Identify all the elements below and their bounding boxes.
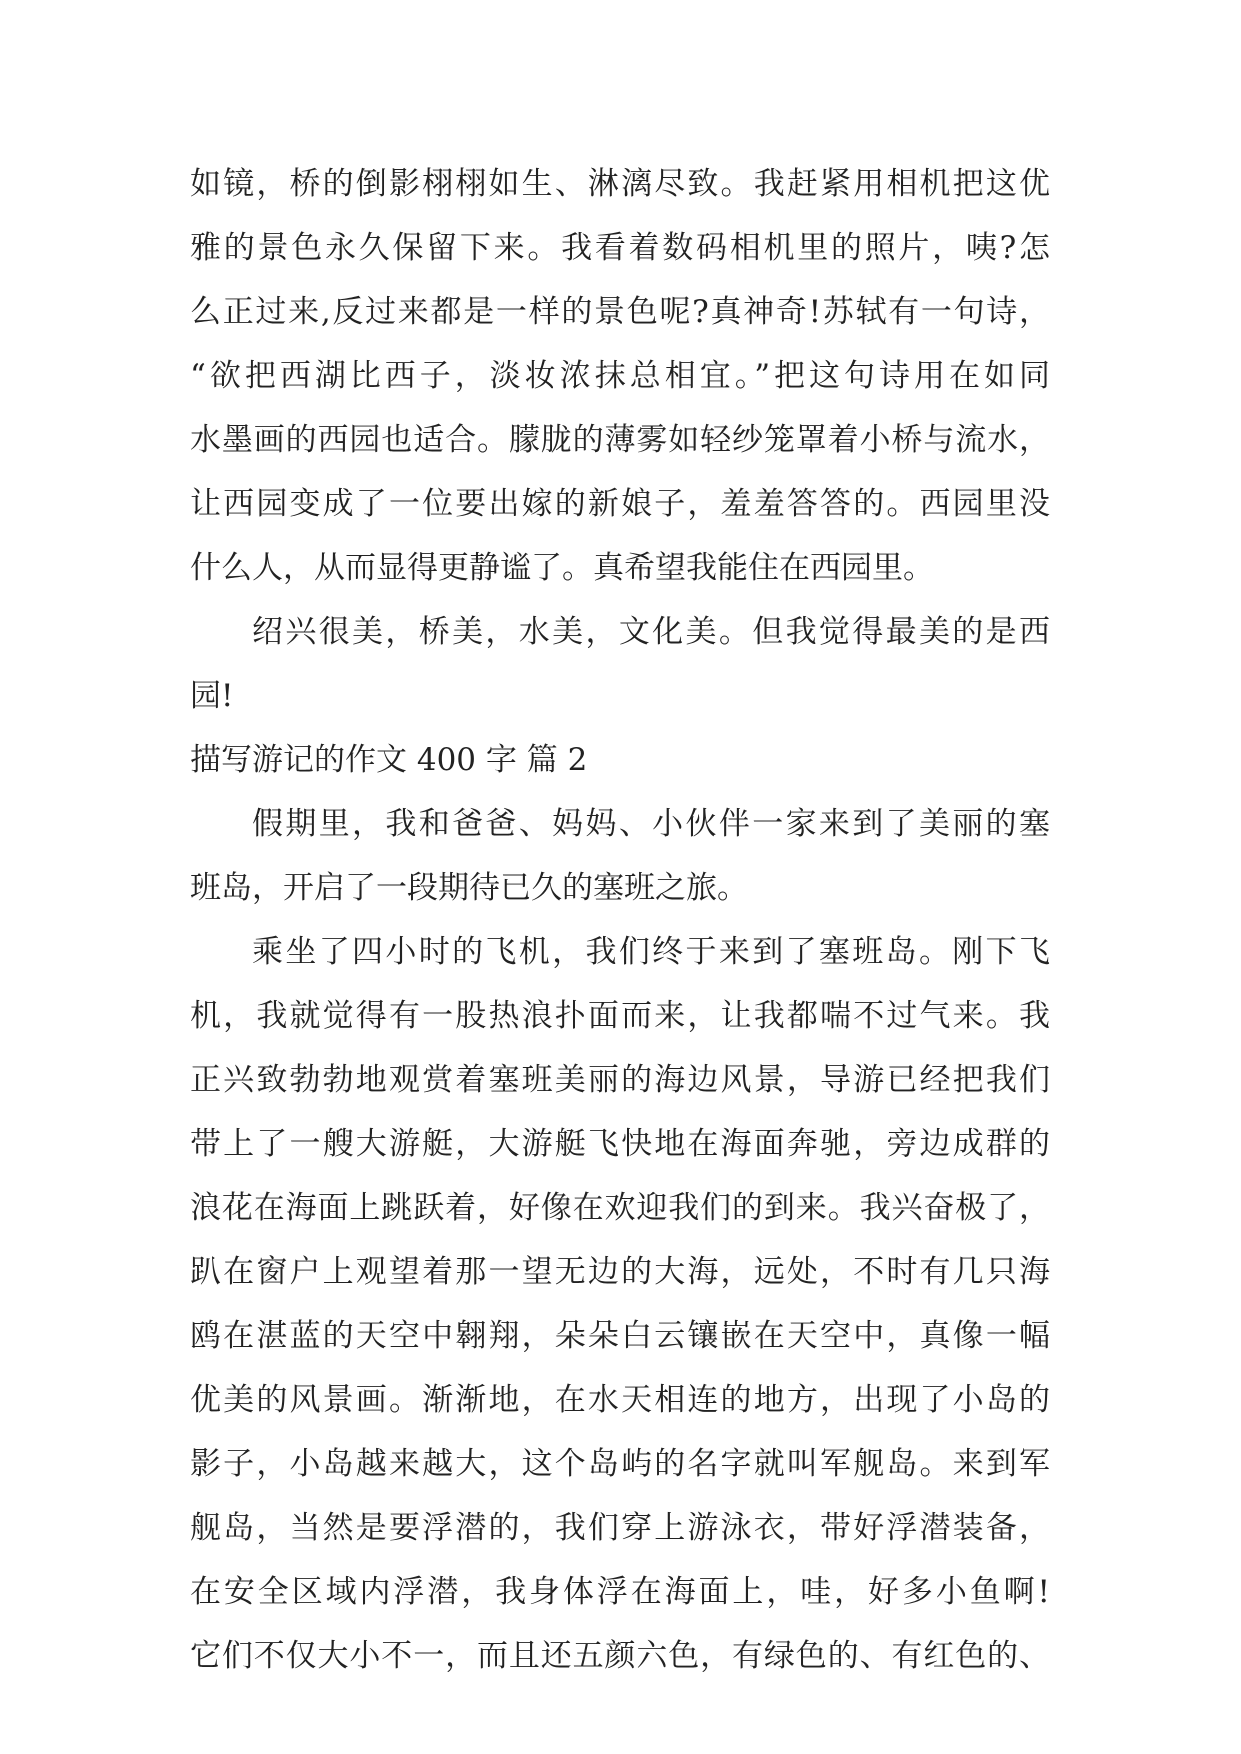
text-line: 舰岛，当然是要浮潜的，我们穿上游泳衣，带好浮潜装备，	[190, 1510, 1050, 1546]
text-line: 带上了一艘大游艇，大游艇飞快地在海面奔驰，旁边成群的	[190, 1126, 1050, 1162]
document-body	[190, 152, 1050, 1688]
text-line: 水墨画的西园也适合。朦胧的薄雾如轻纱笼罩着小桥与流水，	[190, 422, 1050, 458]
text-line: 假期里，我和爸爸、妈妈、小伙伴一家来到了美丽的塞	[252, 806, 1050, 842]
text-line: 它们不仅大小不一，而且还五颜六色，有绿色的、有红色的、	[190, 1638, 1050, 1674]
text-line: 雅的景色永久保留下来。我看着数码相机里的照片，咦?怎	[190, 230, 1050, 266]
text-line: 正兴致勃勃地观赏着塞班美丽的海边风景，导游已经把我们	[190, 1062, 1050, 1098]
text-line: “欲把西湖比西子，淡妆浓抹总相宜。”把这句诗用在如同	[190, 358, 1050, 394]
text-line: 什么人，从而显得更静谧了。真希望我能住在西园里。	[190, 550, 934, 586]
text-line: 鸥在湛蓝的天空中翱翔，朵朵白云镶嵌在天空中，真像一幅	[190, 1318, 1050, 1354]
text-line: 如镜，桥的倒影栩栩如生、淋漓尽致。我赶紧用相机把这优	[190, 166, 1050, 202]
text-line: 么正过来,反过来都是一样的景色呢?真神奇!苏轼有一句诗，	[190, 294, 1050, 330]
text-line: 在安全区域内浮潜，我身体浮在海面上，哇，好多小鱼啊!	[190, 1574, 1050, 1610]
text-line: 班岛，开启了一段期待已久的塞班之旅。	[190, 870, 748, 906]
section-heading: 描写游记的作文 400 字 篇 2	[190, 742, 588, 778]
text-line: 绍兴很美，桥美，水美，文化美。但我觉得最美的是西	[252, 614, 1050, 650]
text-line: 园!	[190, 678, 234, 714]
text-line: 优美的风景画。渐渐地，在水天相连的地方，出现了小岛的	[190, 1382, 1050, 1418]
text-line: 浪花在海面上跳跃着，好像在欢迎我们的到来。我兴奋极了，	[190, 1190, 1050, 1226]
text-line: 机，我就觉得有一股热浪扑面而来，让我都喘不过气来。我	[190, 998, 1050, 1034]
text-line: 让西园变成了一位要出嫁的新娘子，羞羞答答的。西园里没	[190, 486, 1050, 522]
text-line: 影子，小岛越来越大，这个岛屿的名字就叫军舰岛。来到军	[190, 1446, 1050, 1482]
text-line: 乘坐了四小时的飞机，我们终于来到了塞班岛。刚下飞	[252, 934, 1050, 970]
text-line: 趴在窗户上观望着那一望无边的大海，远处，不时有几只海	[190, 1254, 1050, 1290]
